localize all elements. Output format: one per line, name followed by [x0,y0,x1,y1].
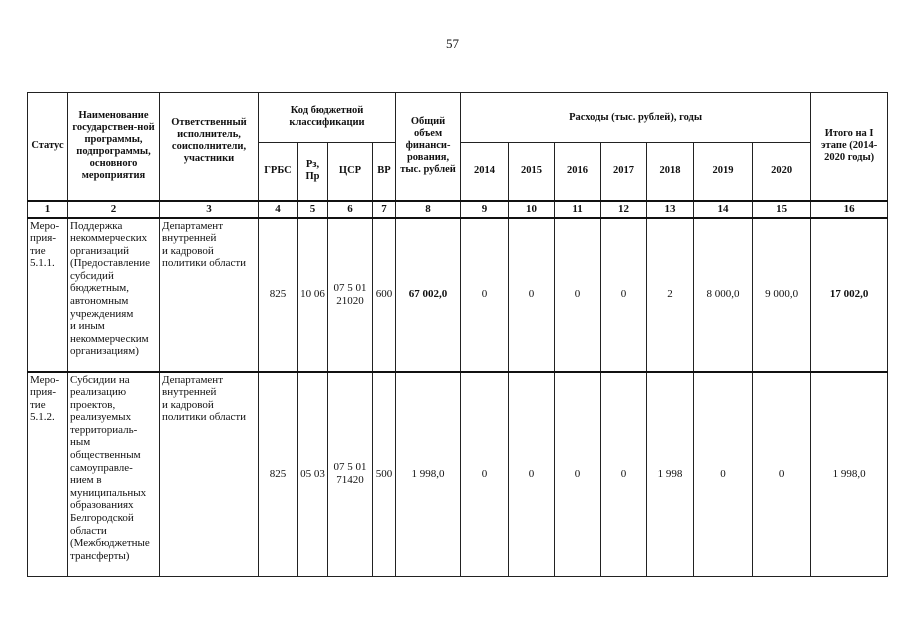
table-row [28,218,888,372]
header-expenses: Расходы (тыс. рублей), годы [461,93,811,143]
header-grbs: ГРБС [259,143,298,201]
row-year-value: 2 [647,218,694,372]
header-vr: ВР [373,143,396,201]
column-number: 13 [647,201,694,218]
row-stage-total: 1 998,0 [811,372,888,577]
row-rz-pr: 05 03 [298,372,328,577]
header-year: 2014 [461,143,509,201]
row-year-value: 0 [555,218,601,372]
row-year-value: 1 998 [647,372,694,577]
row-csr: 07 5 01 21020 [328,218,373,372]
row-status: Меро- прия- тие 5.1.1. [28,218,68,372]
column-number: 16 [811,201,888,218]
row-year-value: 0 [461,218,509,372]
row-grbs: 825 [259,372,298,577]
column-number: 6 [328,201,373,218]
row-stage-total: 17 002,0 [811,218,888,372]
column-number: 9 [461,201,509,218]
header-executor: Ответственный исполнитель, соисполнители, участники [160,93,259,201]
column-number: 15 [753,201,811,218]
header-status: Статус [28,93,68,201]
row-vr: 600 [373,218,396,372]
header-csr: ЦСР [328,143,373,201]
header-year: 2020 [753,143,811,201]
row-total: 1 998,0 [396,372,461,577]
row-executor: Департамент внутренней и кадровой политики области [160,372,259,577]
header-budget-code: Код бюджетной классификации [259,93,396,143]
row-name: Поддержка некоммерческих организаций (Предоставление субсидий бюджетным, автономным учреждениям и иным некоммерческим организациям) [68,218,160,372]
column-number: 2 [68,201,160,218]
column-number-row [28,201,888,218]
header-total: Общий объем финанси-рования, тыс. рублей [396,93,461,201]
header-year: 2018 [647,143,694,201]
row-year-value: 0 [753,372,811,577]
row-total: 67 002,0 [396,218,461,372]
header-stage-total: Итого на I этапе (2014-2020 годы) [811,93,888,201]
header-rz-pr: Рз, Пр [298,143,328,201]
header-year: 2017 [601,143,647,201]
header-year: 2016 [555,143,601,201]
header-year: 2019 [694,143,753,201]
row-year-value: 0 [509,372,555,577]
row-year-value: 0 [555,372,601,577]
column-number: 10 [509,201,555,218]
column-number: 4 [259,201,298,218]
row-year-value: 0 [601,218,647,372]
column-number: 12 [601,201,647,218]
header-name: Наименование государствен-ной программы, подпрограммы, основного мероприятия [68,93,160,201]
column-number: 5 [298,201,328,218]
row-csr: 07 5 01 71420 [328,372,373,577]
row-grbs: 825 [259,218,298,372]
row-year-value: 0 [601,372,647,577]
row-status: Меро- прия- тие 5.1.2. [28,372,68,577]
column-number: 7 [373,201,396,218]
row-rz-pr: 10 06 [298,218,328,372]
row-year-value: 0 [461,372,509,577]
row-year-value: 0 [694,372,753,577]
row-vr: 500 [373,372,396,577]
row-name: Субсидии на реализацию проектов, реализуемых территориаль- ным общественным самоуправле- нием в муниципальных образованиях Белгородской области (Межбюджетные трансферты) [68,372,160,577]
program-table [27,92,888,577]
row-year-value: 8 000,0 [694,218,753,372]
row-executor: Департамент внутренней и кадровой политики области [160,218,259,372]
column-number: 11 [555,201,601,218]
row-year-value: 0 [509,218,555,372]
column-number: 3 [160,201,259,218]
table-row [28,372,888,577]
row-year-value: 9 000,0 [753,218,811,372]
column-number: 14 [694,201,753,218]
page-number: 57 [446,36,459,51]
column-number: 8 [396,201,461,218]
header-year: 2015 [509,143,555,201]
column-number: 1 [28,201,68,218]
